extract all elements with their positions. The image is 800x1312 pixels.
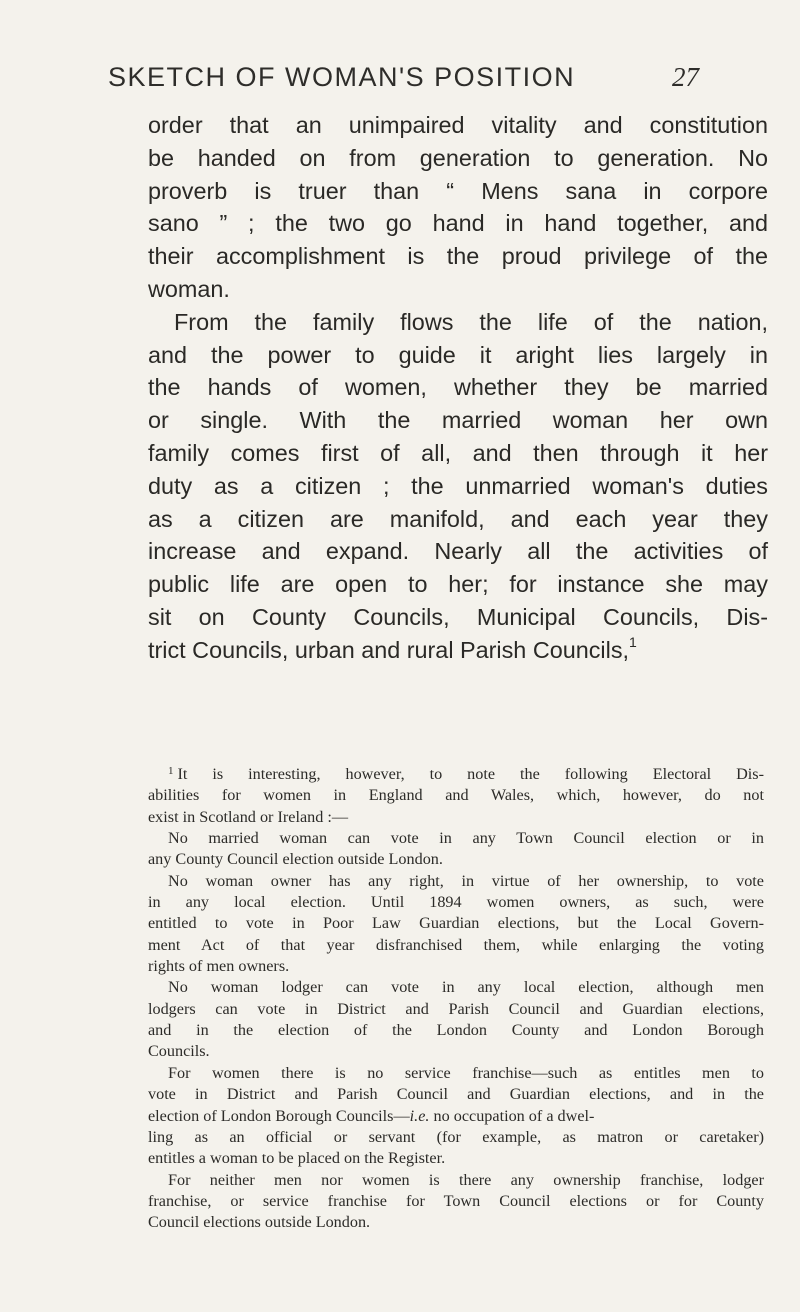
body-line: or single. With the married woman her own: [148, 407, 768, 434]
footnote-line: No woman owner has any right, in virtue of her ownership, to vote: [168, 871, 764, 890]
body-line-text: trict Councils, urban and rural Parish Councils,: [148, 636, 630, 663]
page-number: 27: [672, 62, 699, 92]
body-line: family comes first of all, and then through it her: [148, 439, 768, 466]
body-line: as a citizen are manifold, and each year they: [148, 505, 768, 532]
footnote-line: any County Council election outside London.: [148, 850, 443, 869]
footnote-line-first: [148, 764, 764, 785]
footnote-line-text: no occupation of a dwel-: [429, 1106, 595, 1125]
footnote-reference[interactable]: 1: [629, 633, 637, 650]
body-line-last: [148, 634, 768, 667]
body-line: public life are open to her; for instance she may: [148, 571, 768, 598]
footnote-line: rights of men owners.: [148, 957, 290, 976]
body-line: proverb is truer than “ Mens sana in corpore: [148, 177, 768, 204]
footnote-line: entitles a woman to be placed on the Register.: [148, 1149, 446, 1168]
footnote-line: Council elections outside London.: [148, 1213, 371, 1232]
running-head-title: SKETCH OF WOMAN'S POSITION: [108, 62, 576, 92]
footnote-line: lodgers can vote in District and Parish Council and Guardian elections,: [148, 999, 764, 1018]
footnote-line: ling as an official or servant (for example, as matron or caretaker): [148, 1127, 764, 1146]
body-line: and the power to guide it aright lies largely in: [148, 341, 768, 368]
footnote: [148, 764, 764, 1234]
footnote-line: No woman lodger can vote in any local election, although men: [168, 978, 764, 997]
body-line: their accomplishment is the proud privilege of the: [148, 243, 768, 270]
footnote-line: in any local election. Until 1894 women owners, as such, were: [148, 893, 764, 912]
body-line: the hands of women, whether they be married: [148, 374, 768, 401]
footnote-line: For women there is no service franchise—such as entitles men to: [168, 1063, 764, 1082]
body-line: From the family flows the life of the nation,: [174, 308, 768, 335]
footnote-line: franchise, or service franchise for Town Council elections or for County: [148, 1191, 764, 1210]
footnote-line: Councils.: [148, 1042, 210, 1061]
footnote-italic-abbrev: i.e.: [409, 1106, 430, 1125]
footnote-line: No married woman can vote in any Town Council election or in: [168, 829, 764, 848]
body-line: be handed on from generation to generation. No: [148, 144, 768, 171]
body-line: sano ” ; the two go hand in hand together, and: [148, 210, 768, 237]
footnote-line: vote in District and Parish Council and Guardian elections, and in the: [148, 1085, 764, 1104]
body-text: [148, 109, 768, 667]
body-line: sit on County Councils, Municipal Councils, Dis-: [148, 603, 768, 630]
footnote-line-mixed: [148, 1106, 764, 1127]
footnote-line: abilities for women in England and Wales, which, however, do not: [148, 786, 764, 805]
footnote-line-text: It is interesting, however, to note the following Electoral Dis-: [177, 765, 764, 783]
footnote-line: For neither men nor women is there any ownership franchise, lodger: [168, 1170, 764, 1189]
footnote-marker: 1: [168, 765, 174, 777]
body-line: duty as a citizen ; the unmarried woman's duties: [148, 472, 768, 499]
footnote-line: exist in Scotland or Ireland :—: [148, 807, 349, 826]
running-head: [108, 62, 708, 93]
body-line: increase and expand. Nearly all the activities of: [148, 538, 768, 565]
footnote-line: and in the election of the London County and London Borough: [148, 1021, 764, 1040]
footnote-line-text: election of London Borough Councils—: [148, 1106, 410, 1125]
body-line: order that an unimpaired vitality and constitution: [148, 112, 768, 138]
footnote-line: entitled to vote in Poor Law Guardian elections, but the Local Govern-: [148, 914, 764, 933]
footnote-line: ment Act of that year disfranchised them, while enlarging the voting: [148, 935, 764, 954]
body-line: woman.: [148, 275, 230, 302]
